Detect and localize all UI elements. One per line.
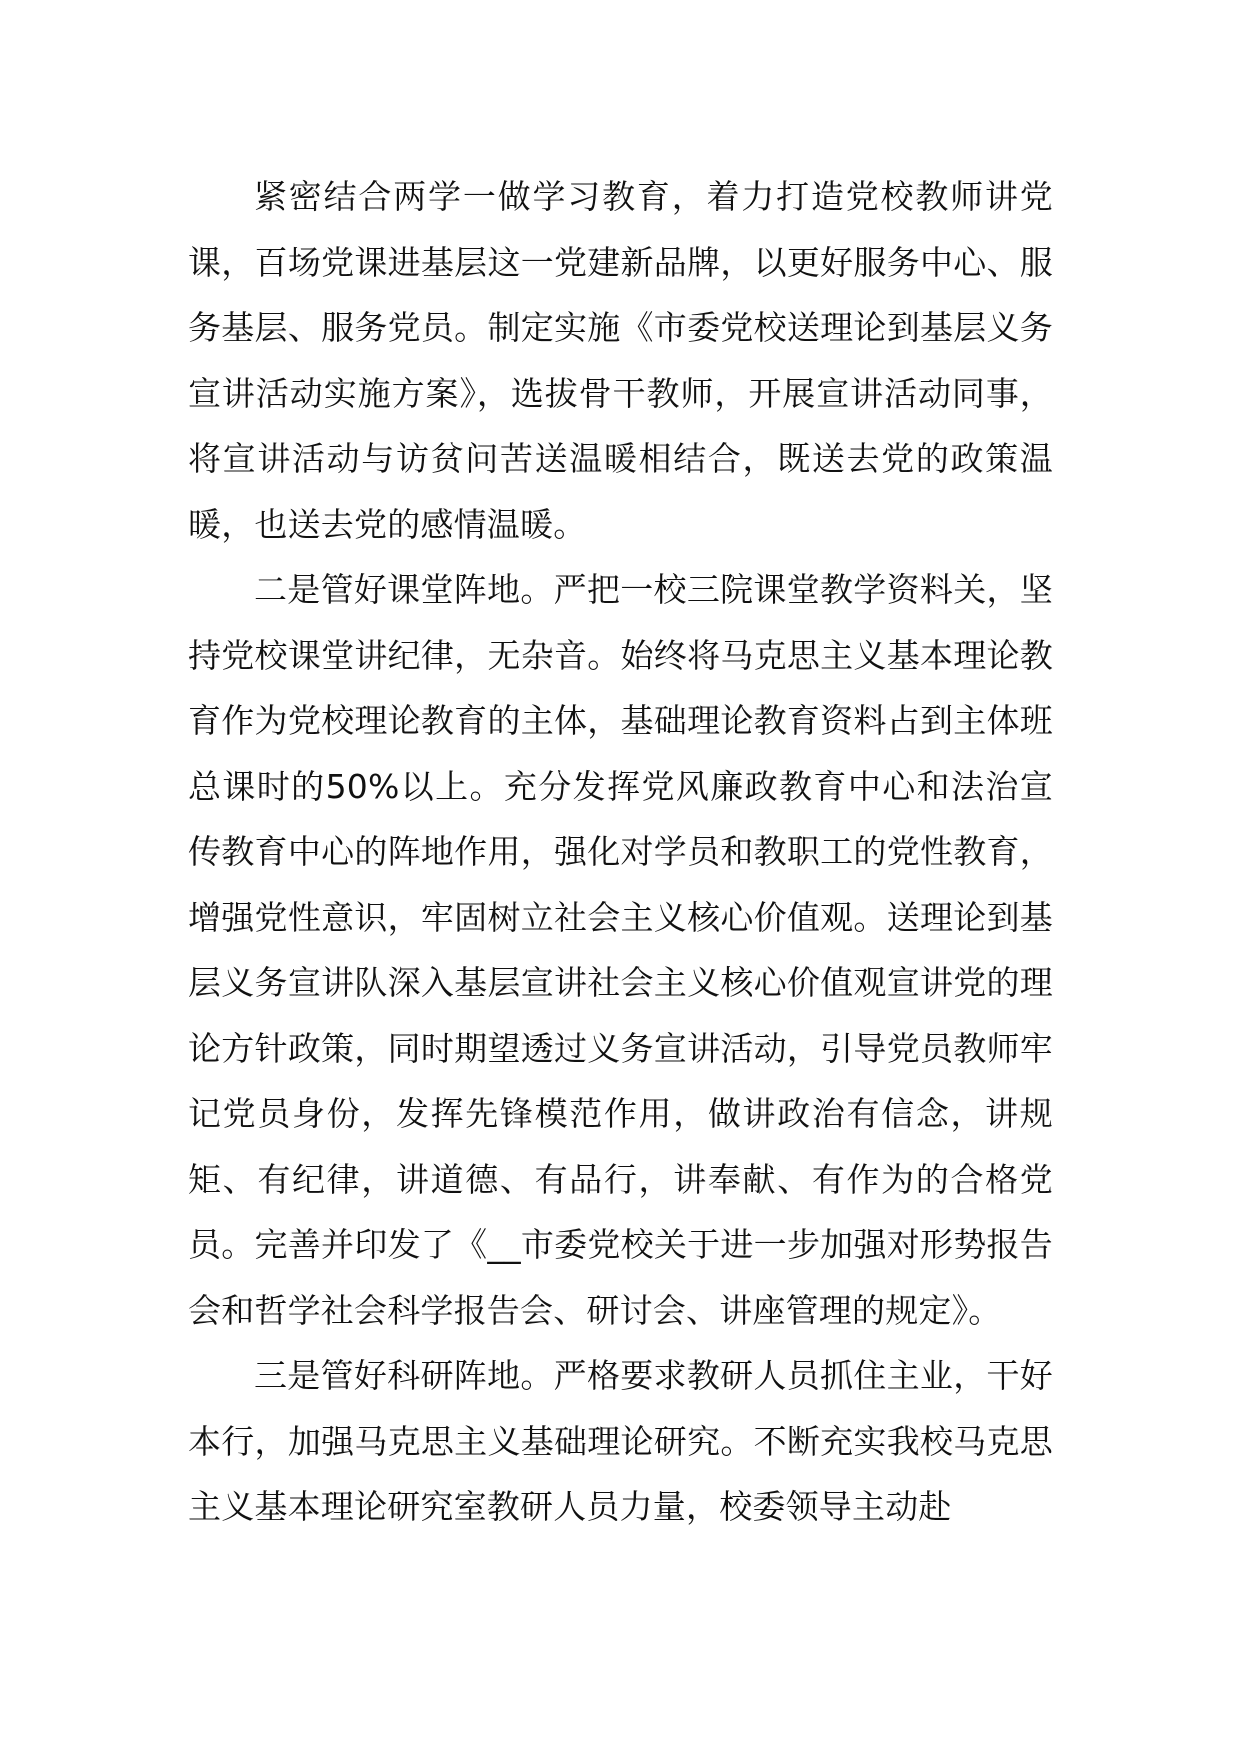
paragraph-3: 三是管好科研阵地。严格要求教研人员抓住主业，干好本行，加强马克思主义基础理论研究。不断充实我校马克思主义基本理论研究室教研人员力量，校委领导主动赴	[188, 1356, 1053, 1526]
paragraph-1: 紧密结合两学一做学习教育，着力打造党校教师讲党课，百场党课进基层这一党建新品牌，以更好服务中心、服务基层、服务党员。制定实施《市委党校送理论到基层义务宣讲活动实施方案》，选拔骨干教师，开展宣讲活动同事，将宣讲活动与访贫问苦送温暖相结合，既送去党的政策温暖，也送去党的感情温暖。	[188, 177, 1053, 544]
paragraph-2: 二是管好课堂阵地。严把一校三院课堂教学资料关，坚持党校课堂讲纪律，无杂音。始终将马克思主义基本理论教育作为党校理论教育的主体，基础理论教育资料占到主体班总课时的50%以上。充分发挥党风廉政教育中心和法治宣传教育中心的阵地作用，强化对学员和教职工的党性教育，增强党性意识，牢固树立社会主义核心价值观。送理论到基层义务宣讲队深入基层宣讲社会主义核心价值观宣讲党的理论方针政策，同时期望透过义务宣讲活动，引导党员教师牢记党员身份，发挥先锋模范作用，做讲政治有信念，讲规矩、有纪律，讲道德、有品行，讲奉献、有作为的合格党员。完善并印发了《__市委党校关于进一步加强对形势报告会和哲学社会科学报告会、研讨会、讲座管理的规定》。	[188, 570, 1053, 1330]
document-page	[188, 164, 1053, 1540]
